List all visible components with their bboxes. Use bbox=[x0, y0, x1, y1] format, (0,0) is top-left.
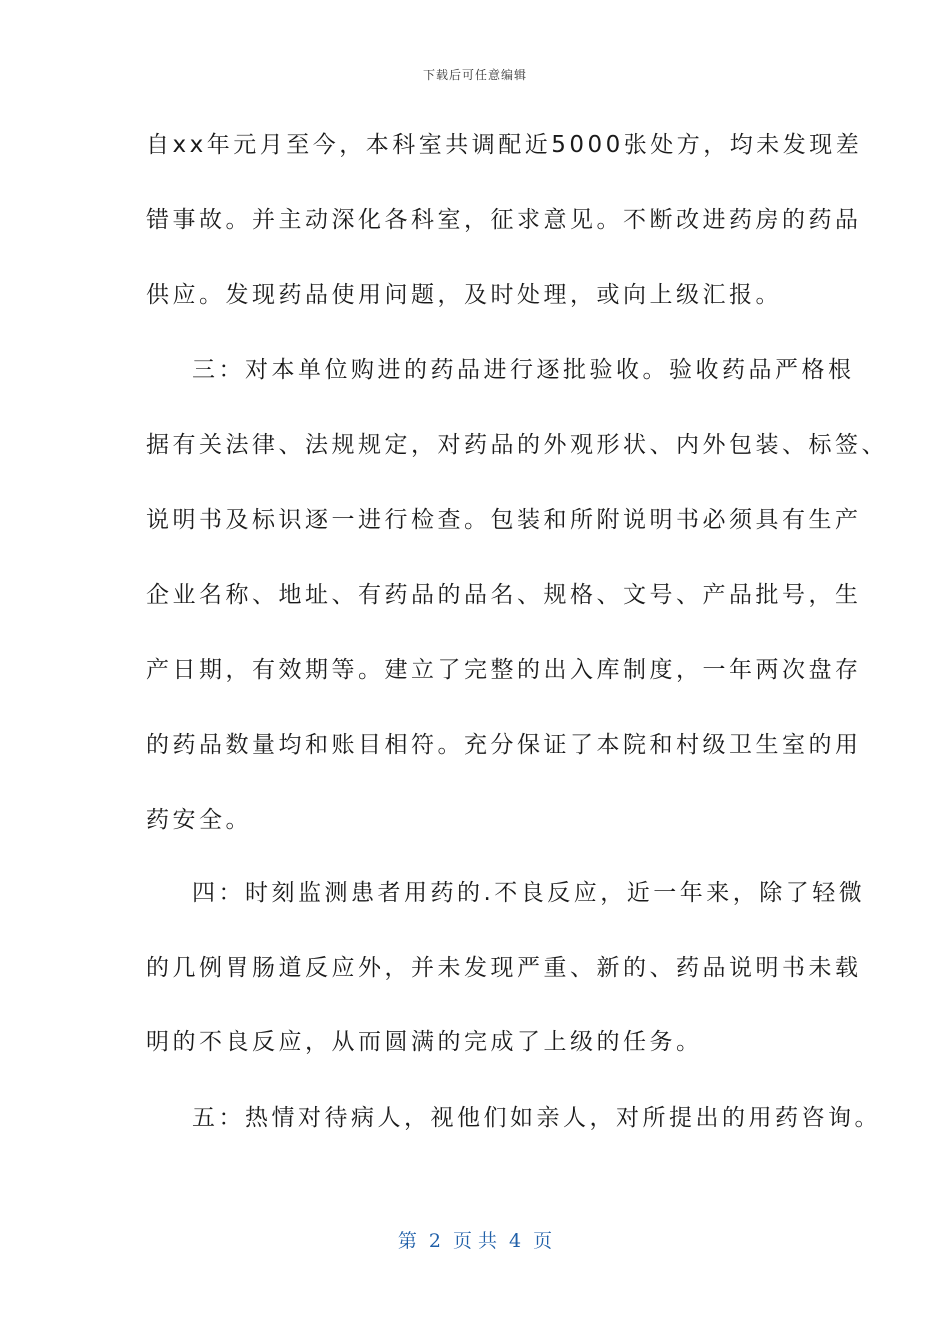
body-line: 错事故。并主动深化各科室，征求意见。不断改进药房的药品 bbox=[146, 207, 862, 233]
body-line: 产日期，有效期等。建立了完整的出入库制度，一年两次盘存 bbox=[146, 657, 862, 683]
body-line: 的几例胃肠道反应外，并未发现严重、新的、药品说明书未载 bbox=[146, 955, 862, 981]
body-line: 药安全。 bbox=[146, 807, 252, 833]
body-line: 的药品数量均和账目相符。充分保证了本院和村级卫生室的用 bbox=[146, 732, 862, 758]
body-line: 说明书及标识逐一进行检查。包装和所附说明书必须具有生产 bbox=[146, 507, 862, 533]
page-label-suffix: 页 bbox=[533, 1230, 553, 1252]
paragraph-start-line: 五：热情对待病人，视他们如亲人，对所提出的用药咨询。 bbox=[192, 1105, 881, 1131]
page-label-prefix: 第 bbox=[397, 1230, 417, 1252]
body-line: 据有关法律、法规规定，对药品的外观形状、内外包装、标签、 bbox=[146, 432, 888, 458]
current-page-number: 2 bbox=[428, 1230, 441, 1252]
paragraph-start-line: 四：时刻监测患者用药的.不良反应，近一年来，除了轻微 bbox=[192, 880, 866, 906]
paragraph-start-line: 三：对本单位购进的药品进行逐批验收。验收药品严格根 bbox=[192, 357, 855, 383]
header-note: 下载后可任意编辑 bbox=[422, 68, 527, 82]
body-line: 明的不良反应，从而圆满的完成了上级的任务。 bbox=[146, 1029, 703, 1055]
body-line: 自xx年元月至今，本科室共调配近5000张处方，均未发现差 bbox=[146, 132, 863, 158]
total-pages-number: 4 bbox=[509, 1230, 522, 1252]
body-line: 供应。发现药品使用问题，及时处理，或向上级汇报。 bbox=[146, 282, 782, 308]
body-line: 企业名称、地址、有药品的品名、规格、文号、产品批号，生 bbox=[146, 582, 862, 608]
page-number-footer bbox=[0, 1226, 950, 1253]
page-label-mid: 页 共 bbox=[452, 1230, 498, 1252]
